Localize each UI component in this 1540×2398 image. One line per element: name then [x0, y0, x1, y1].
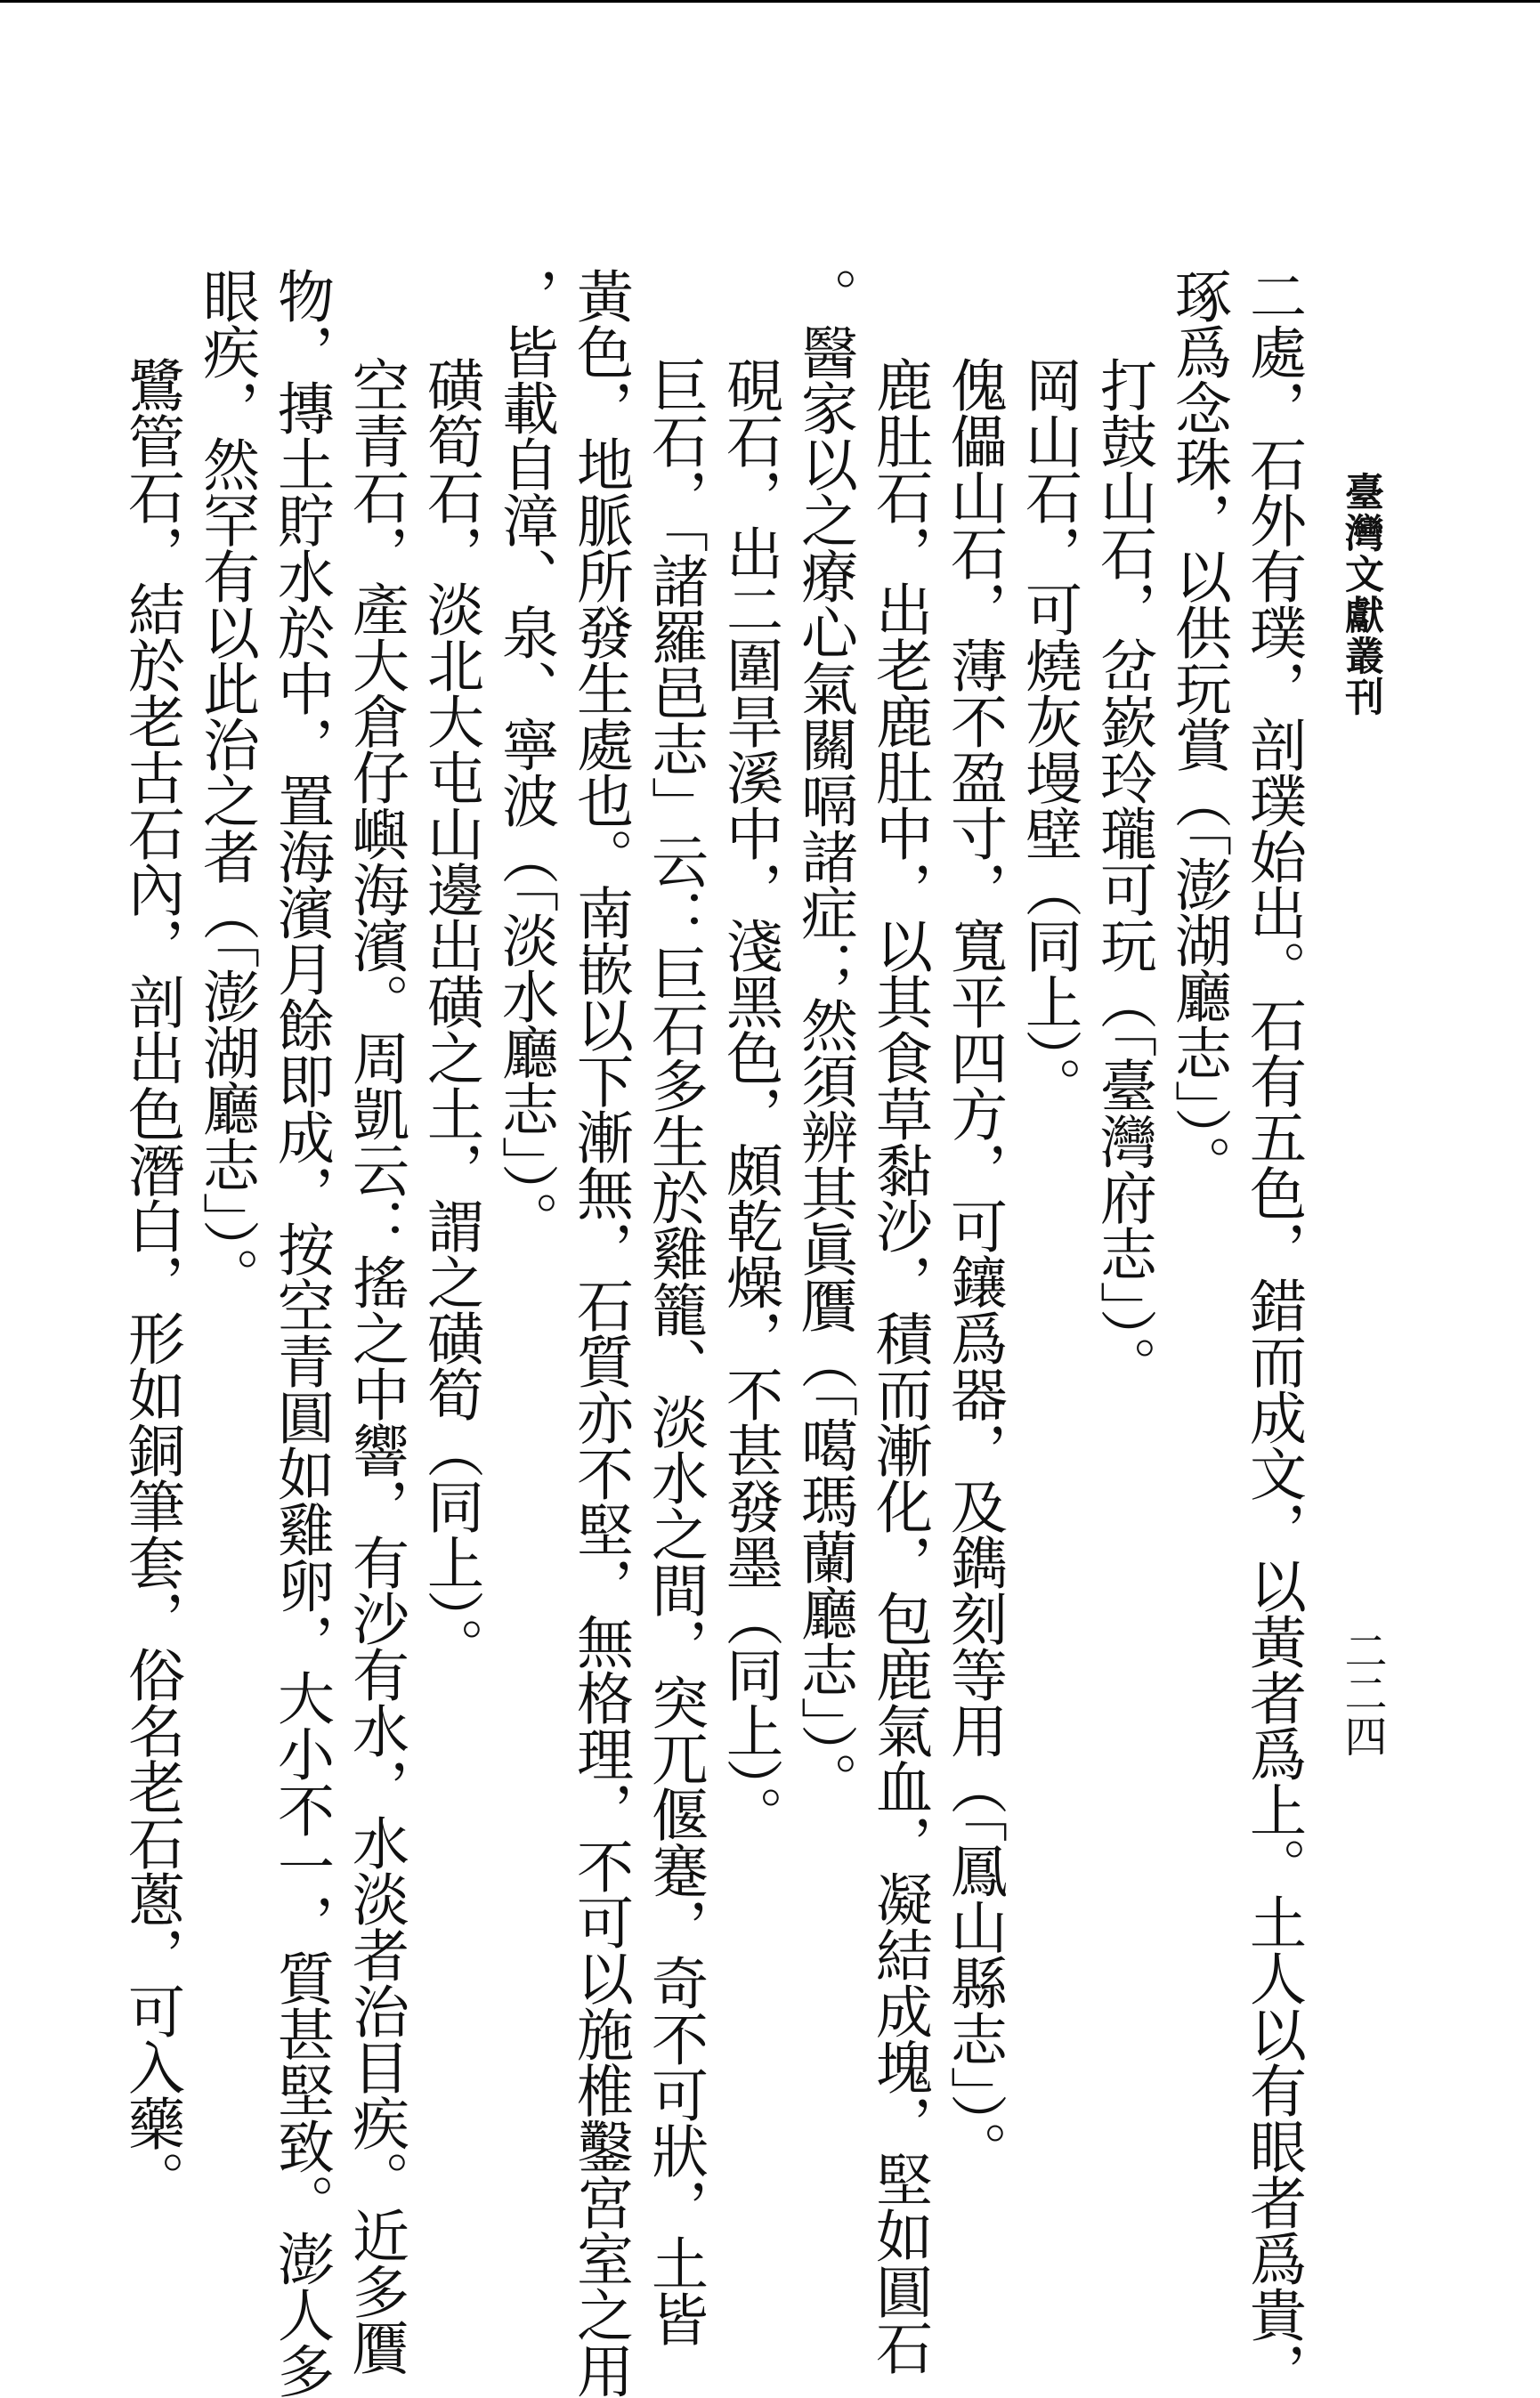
page-number: 二二四 — [1337, 1629, 1387, 1757]
text-column-4: 岡山石，可燒灰墁壁（同上）。 — [1016, 356, 1082, 1113]
text-column-8: 硯石，出二圍旱溪中，淺黑色，頗乾燥，不甚發墨（同上）。 — [717, 356, 782, 1842]
text-column-3: 打鼓山石，岔嶔玲瓏可玩（「臺灣府志」）。 — [1090, 356, 1156, 1392]
text-column-12: 磺筍石，淡北大屯山邊出磺之土，謂之磺筍（同上）。 — [417, 356, 483, 1673]
text-column-5: 傀儡山石，薄不盈寸，寬平四方，可鑲爲器，及鐫刻等用（「鳳山縣志」）。 — [941, 356, 1007, 2177]
text-column-13: 空青石，產大倉仔嶼海濱。周凱云：搖之中響，有沙有水，水淡者治目疾。近多贋 — [343, 356, 409, 2375]
text-column-10: 黃色，地脈所發生處也。南嵌以下漸無，石質亦不堅，無格理，不可以施椎鑿宮室之用 — [567, 267, 633, 2398]
text-column-1: 二處，石外有璞，剖璞始出。石有五色，錯而成文，以黃者爲上。土人以有眼者爲貴， — [1240, 267, 1306, 2398]
text-column-16: 鷺管石，結於老古石內，剖出色潛白，形如銅筆套，俗名老石蔥，可入藥。 — [118, 356, 184, 2207]
text-column-14: 物，摶土貯水於中，置海濱月餘即成，按空青圓如雞卵，大小不一，質甚堅致。澎人多 — [268, 267, 334, 2398]
text-column-7: 。醫家以之療心氣關嗝諸症；然須辨其眞贋（「噶瑪蘭廳志」）。 — [791, 267, 857, 1808]
text-column-6: 鹿肚石，出老鹿肚中，以其食草黏沙，積而漸化，包鹿氣血，凝結成塊，堅如圓石 — [866, 356, 932, 2375]
running-header-title: 臺灣文獻叢刊 — [1338, 472, 1383, 717]
top-rule — [0, 0, 1540, 3]
text-column-15: 眼疾，然罕有以此治之者（「澎湖廳志」）。 — [193, 267, 259, 1303]
text-column-2: 琢爲念珠，以供玩賞（「澎湖廳志」）。 — [1165, 267, 1231, 1191]
text-column-9: 巨石，「諸羅邑志」云：巨石多生於雞籠、淡水之間，突兀偃蹇，奇不可狀，土皆 — [642, 356, 708, 2346]
text-column-11: ，皆載自漳、泉、寧波（「淡水廳志」）。 — [492, 267, 558, 1247]
